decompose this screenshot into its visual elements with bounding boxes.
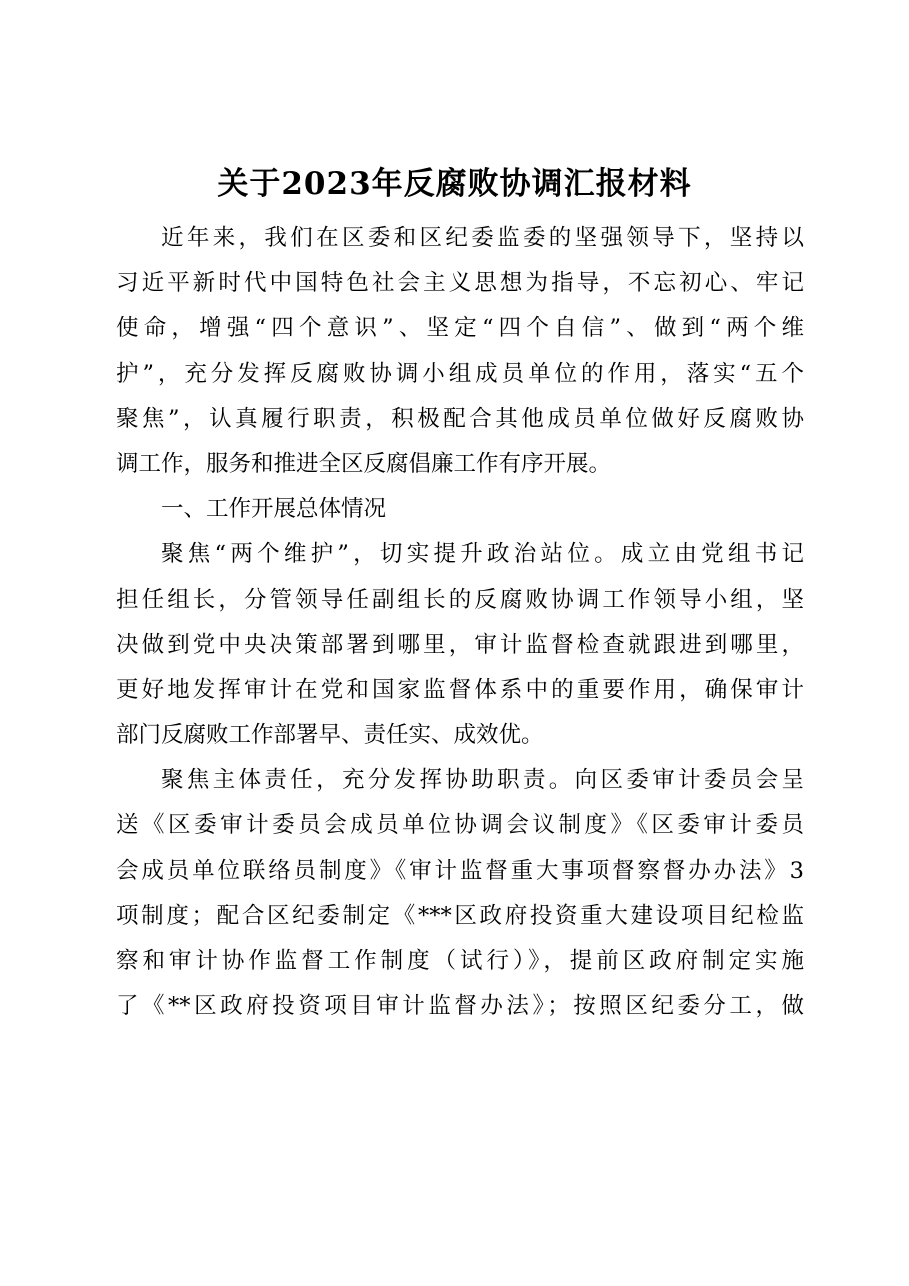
text-line: 部门反腐败工作部署早、责任实、成效优。 <box>116 722 544 749</box>
paragraph-intro <box>116 216 804 487</box>
paragraph-two-safeguards <box>116 532 804 758</box>
text-line: 习近平新时代中国特色社会主义思想为指导，不忘初心、牢记 <box>116 270 804 297</box>
text-line: 使命，增强“四个意识”、坚定“四个自信”、做到“两个维 <box>116 315 804 342</box>
section-heading <box>116 487 804 532</box>
text-line: 聚焦“两个维护”，切实提升政治站位。成立由党组书记 <box>161 541 804 568</box>
text-line: 决做到党中央决策部署到哪里，审计监督检查就跟进到哪里， <box>116 631 804 658</box>
text-line: 了《**区政府投资项目审计监督办法》；按照区纪委分工，做 <box>116 993 804 1020</box>
document-body <box>116 216 804 1029</box>
text-line: 担任组长，分管领导任副组长的反腐败协调工作领导小组，坚 <box>116 586 804 613</box>
text-line: 聚焦”，认真履行职责，积极配合其他成员单位做好反腐败协 <box>116 405 804 432</box>
text-line: 聚焦主体责任，充分发挥协助职责。向区委审计委员会呈 <box>161 767 804 794</box>
text-line: 察和审计协作监督工作制度（试行）》，提前区政府制定实施 <box>116 948 804 974</box>
text-line: 调工作，服务和推进全区反腐倡廉工作有序开展。 <box>116 450 612 477</box>
text-line: 更好地发挥审计在党和国家监督体系中的重要作用，确保审计 <box>116 676 804 703</box>
text-line: 项制度；配合区纪委制定《***区政府投资重大建设项目纪检监 <box>116 902 804 929</box>
text-line: 会成员单位联络员制度》《审计监督重大事项督察督办办法》3 <box>116 857 804 884</box>
paragraph-main-responsibility <box>116 758 804 1029</box>
text-line: 护”，充分发挥反腐败协调小组成员单位的作用，落实“五个 <box>116 360 804 387</box>
document-title: 关于2023年反腐败协调汇报材料 <box>217 166 692 202</box>
text-line: 送《区委审计委员会成员单位协调会议制度》《区委审计委员 <box>116 812 804 839</box>
heading-line: 一、工作开展总体情况 <box>161 496 387 523</box>
text-line: 近年来，我们在区委和区纪委监委的坚强领导下，坚持以 <box>161 225 804 251</box>
